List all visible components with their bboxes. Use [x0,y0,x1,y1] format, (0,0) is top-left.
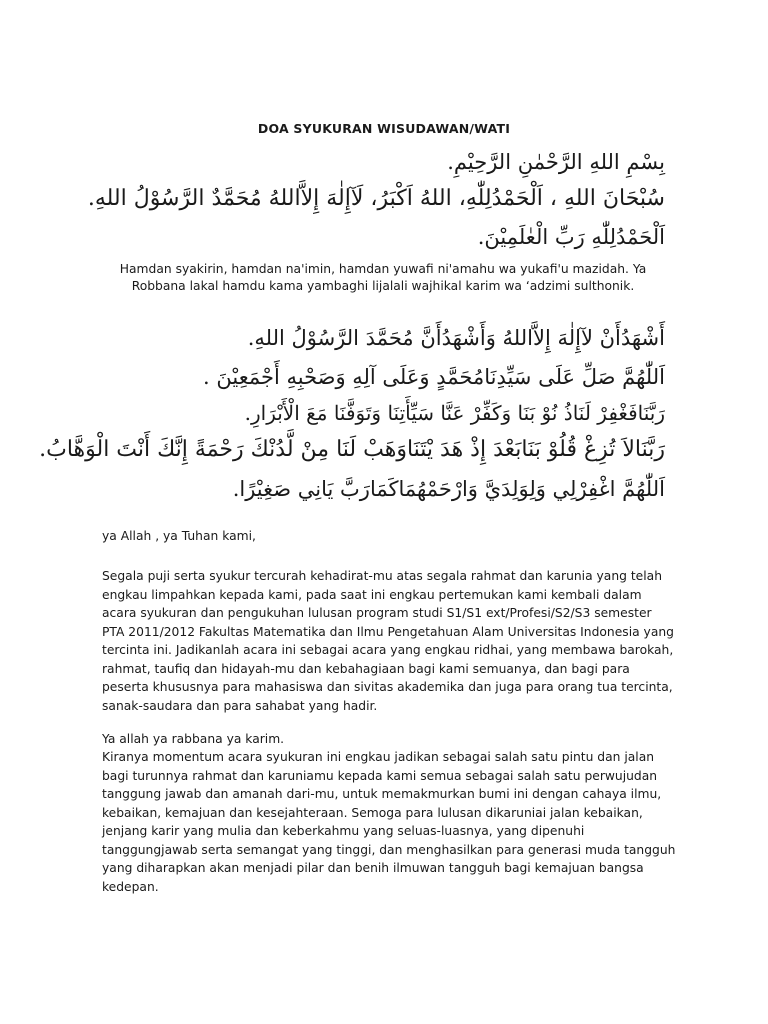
arabic-doa-hati: رَبَّنَالاَ تُزِغْ قُلُوْ بَنَابَعْدَ إِذْ هَدَ يْتَنَاوَهَبْ لَنَا مِنْ لَّدُنْكَ رَحْمَةً إِنَّكَ أَنْتَ الْوَهَّابُ. [39,437,665,462]
arabic-shalawat: اَللّٰهُمَّ صَلِّ عَلَى سَيِّدِنَامُحَمَّدٍ وَعَلَى آلِهِ وَصَحْبِهِ أَجْمَعِيْنَ . [203,365,665,389]
arabic-syahadat: أَشْهَدُأَنْ لآإِلٰهَ إِلاَّاللهُ وَأَشْهَدُأَنَّ مُحَمَّدَ الرَّسُوْلُ اللهِ. [247,326,665,350]
arabic-basmalah: بِسْمِ اللهِ الرَّحْمٰنِ الرَّحِيْمِ. [447,150,665,174]
gratitude-paragraph: Segala puji serta syukur tercurah kehadirat-mu atas segala rahmat dan karunia yang telah engkau limpahkan kepada kami, pada saat ini engkau pertemukan kami kembali dalam acara syukuran dan pengukuhan lulusan program studi S1/S1 ext/Profesi/S2/S3 semester PTA 2011/2012 Fakultas Matematika dan Ilmu Pengetahuan Alam Universitas Indonesia yang tercinta ini. Jadikanlah acara ini sebagai acara yang engkau ridhai, yang membawa barokah, rahmat, taufiq dan hidayah-mu dan kebahagiaan bagi kami semuanya, dan bagi para peserta khususnya para mahasiswa dan sivitas akademika dan juga para orang tua tercinta, sanak-saudara dan para sahabat yang hadir. [102,569,674,713]
arabic-doa-orangtua: اَللّٰهُمَّ اغْفِرْلِي وَلِوَلِدَيَّ وَارْحَمْهُمَاكَمَارَبَّ يَانِي صَغِيْرًا. [232,477,665,501]
salutation-paragraph: ya Allah , ya Tuhan kami, [102,529,256,543]
document-title: DOA SYUKURAN WISUDAWAN/WATI [257,121,511,136]
arabic-hamdalah: اَلْحَمْدُلِلّٰهِ رَبِّ الْعٰلَمِيْنَ. [477,225,665,249]
arabic-tasbih-line: سُبْحَانَ اللهِ ، اَلْحَمْدُلِلّٰهِ، اللهُ اَكْبَرُ، لَآإِلٰهَ إِلاَّاللهُ مُحَمَّدٌ الرَّسُوْلُ اللهِ. [87,186,665,211]
invocation-line: Ya allah ya rabbana ya karim. [102,732,285,746]
transliteration-text: Hamdan syakirin, hamdan na'imin, hamdan yuwafi ni'amahu wa yukafi'u mazidah. Ya Robbana lakal hamdu kama yambaghi lijalali wajhikal karim wa ‘adzimi sulthonik. [119,262,647,293]
hope-paragraph: Kiranya momentum acara syukuran ini engkau jadikan sebagai salah satu pintu dan jalan bagi turunnya rahmat dan karuniamu kepada kami semua sebagai salah satu perwujudan tanggung jawab dan amanah dari-mu, untuk memakmurkan bumi ini dengan cahaya ilmu, kebaikan, kemajuan dan kesejahteraan. Semoga para lulusan dikaruniai jalan kebaikan, jenjang karir yang mulia dan keberkahmu yang seluas-luasnya, yang dipenuhi tanggungjawab serta semangat yang tinggi, dan menghasilkan para generasi muda tangguh yang diharapkan akan menjadi pilar dan benih ilmuwan tangguh bagi kemajuan bangsa kedepan. [102,750,676,894]
arabic-doa-ampunan: رَبَّنَافَغْفِرْ لَنَاذُ نُوْ بَنَا وَكَفِّرْ عَنَّا سَيِّأَتِنَا وَتَوَفَّنَا مَعَ الْأَبْرَارِ. [244,401,665,425]
